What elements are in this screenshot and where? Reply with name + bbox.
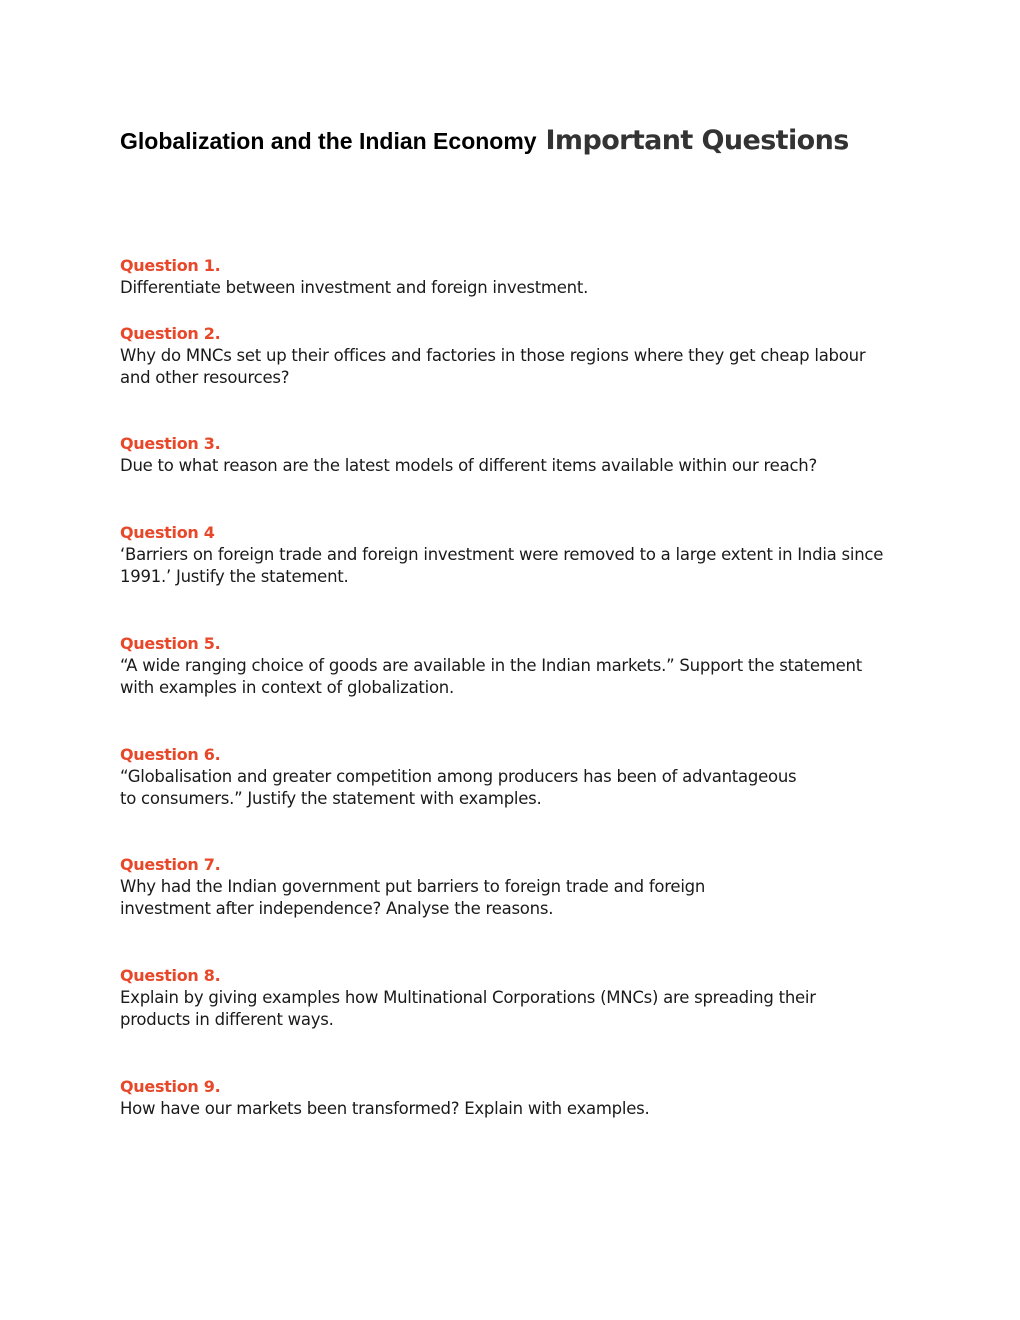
question-item-2 (120, 323, 900, 389)
question-text-line: to consumers.” Justify the statement with examples. (120, 789, 542, 808)
question-text-line: investment after independence? Analyse the reasons. (120, 899, 554, 918)
question-label: Question 8. (120, 966, 221, 985)
question-label: Question 1. (120, 256, 221, 275)
page-title-main: Globalization and the Indian Economy (120, 128, 537, 154)
question-item-3 (120, 433, 900, 477)
page-title (120, 118, 849, 161)
question-text-line: with examples in context of globalization. (120, 678, 455, 697)
question-item-6 (120, 744, 900, 810)
question-text-line: 1991.’ Justify the statement. (120, 567, 349, 586)
question-text (120, 345, 900, 389)
question-item-5 (120, 633, 900, 699)
question-text (120, 544, 900, 588)
page-title-accent: Important Questions (545, 125, 849, 156)
question-text (120, 766, 900, 810)
question-text-line: and other resources? (120, 368, 290, 387)
question-text (120, 655, 900, 699)
question-item-9 (120, 1076, 900, 1120)
question-text-line: “A wide ranging choice of goods are available in the Indian markets.” Support the statement (120, 656, 862, 675)
question-label: Question 5. (120, 634, 221, 653)
question-label: Question 4 (120, 523, 215, 542)
question-text-line: Explain by giving examples how Multinational Corporations (MNCs) are spreading their (120, 988, 816, 1007)
question-text (120, 876, 900, 920)
question-item-4 (120, 522, 900, 588)
question-label: Question 9. (120, 1077, 221, 1096)
question-item-7 (120, 854, 900, 920)
question-text (120, 987, 900, 1031)
question-label: Question 2. (120, 324, 221, 343)
question-text-line: Differentiate between investment and foreign investment. (120, 278, 589, 297)
question-text-line: products in different ways. (120, 1010, 334, 1029)
question-item-1 (120, 255, 900, 299)
question-text-line: Due to what reason are the latest models of different items available within our reach? (120, 456, 817, 475)
question-text-line: Why had the Indian government put barriers to foreign trade and foreign (120, 877, 706, 896)
question-label: Question 7. (120, 855, 221, 874)
question-label: Question 3. (120, 434, 221, 453)
question-text-line: “Globalisation and greater competition among producers has been of advantageous (120, 767, 797, 786)
question-text-line: Why do MNCs set up their offices and factories in those regions where they get cheap labour (120, 346, 866, 365)
question-text (120, 1098, 900, 1120)
question-label: Question 6. (120, 745, 221, 764)
question-text-line: ‘Barriers on foreign trade and foreign investment were removed to a large extent in India since (120, 545, 884, 564)
question-item-8 (120, 965, 900, 1031)
question-text (120, 277, 900, 299)
question-text (120, 455, 900, 477)
question-text-line: How have our markets been transformed? Explain with examples. (120, 1099, 650, 1118)
